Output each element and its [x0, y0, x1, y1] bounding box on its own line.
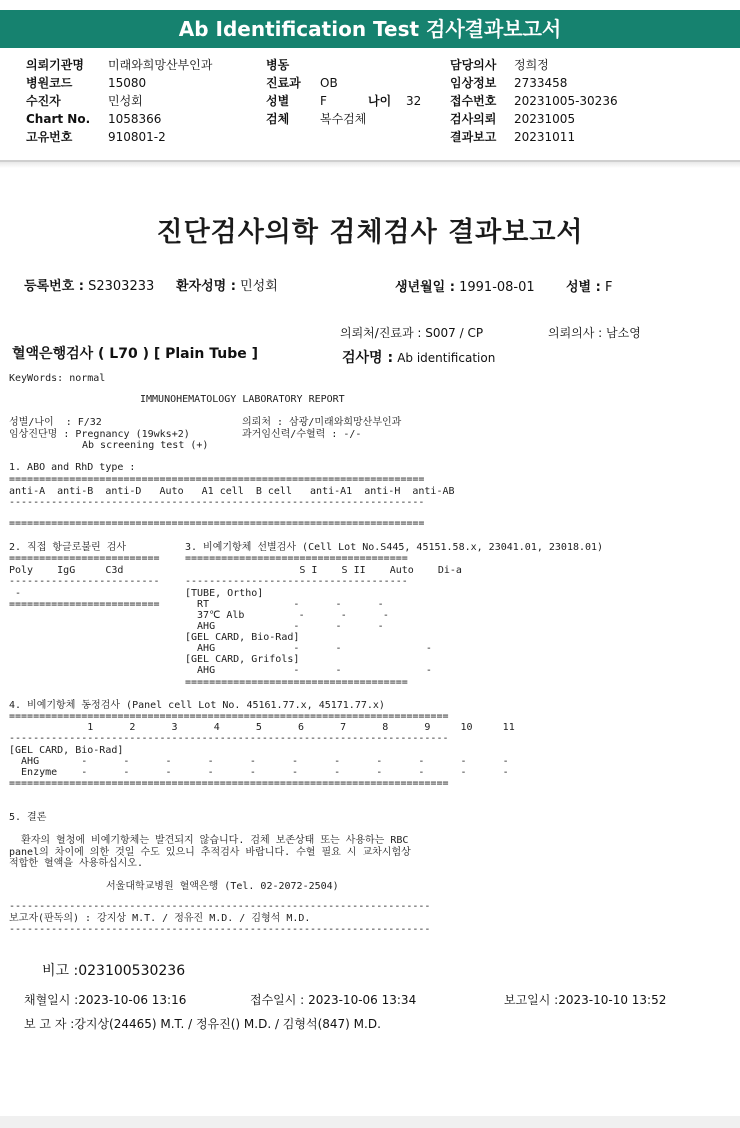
section-2-rule: =========================	[9, 553, 160, 564]
info-column-3	[450, 56, 618, 146]
transfusion-history: 과거임신력/수혈력 : -/-	[242, 429, 362, 440]
info-column-2	[266, 56, 421, 128]
info-column-1	[26, 56, 212, 146]
footer-reporter: 보 고 자 :강지상(24465) M.T. / 정유진() M.D. / 김형석(847) M.D.	[24, 1017, 381, 1031]
section-1-rule: =====================================================================	[9, 474, 425, 485]
section-2-end: =========================	[9, 599, 160, 610]
section-4-header: 1 2 3 4 5 6 7 8 9 10 11	[9, 722, 515, 733]
section-3-row: [GEL CARD, Bio-Rad]	[185, 632, 300, 643]
requesting-doctor: 의뢰의사 : 남소영	[548, 326, 641, 340]
receipt-time: 접수일시 : 2023-10-06 13:34	[250, 993, 417, 1007]
sex-age: 성별/나이 : F/32	[9, 417, 102, 428]
section-2-value: -	[9, 588, 22, 599]
conclusion-line: 적합한 혈액을 사용하십시오.	[9, 858, 143, 869]
section-3-row: AHG - - -	[185, 643, 432, 654]
requesting-department: 의뢰처/진료과 : S007 / CP	[340, 326, 484, 340]
section-2-divider: -------------------------	[9, 576, 160, 587]
info-row: 성별 F 나이 32	[266, 94, 422, 108]
lab-report-title: IMMUNOHEMATOLOGY LABORATORY REPORT	[140, 394, 345, 405]
conclusion-line: 환자의 혈청에 비예기항체는 발견되지 않습니다. 검체 보존상태 또는 사용하는 RBC	[9, 835, 409, 846]
section-3-end: =====================================	[185, 677, 408, 688]
blood-bank-contact: 서울대학교병원 혈액은행 (Tel. 02-2072-2504)	[106, 881, 339, 892]
section-3-row: 37℃ Alb - - -	[185, 610, 389, 621]
section-3-row: RT - - -	[185, 599, 384, 610]
section-4-end: =========================================================================	[9, 778, 449, 789]
section-3-row: [GEL CARD, Grifols]	[185, 654, 300, 665]
patient-sex: 성별 : F	[566, 280, 613, 295]
test-name: 검사명 : Ab identification	[342, 350, 496, 366]
info-row: 검체 복수검체	[266, 112, 367, 126]
patient-name: 환자성명 : 민성회	[176, 279, 278, 294]
section-5-title: 5. 결론	[9, 812, 47, 823]
screening-result: Ab screening test (+)	[82, 440, 209, 451]
note: 비고 :023100530236	[42, 963, 186, 979]
section-1-title: 1. ABO and RhD type :	[9, 462, 136, 473]
clinical-diagnosis: 임상진단명 : Pregnancy (19wks+2)	[9, 429, 190, 440]
info-row: 임상정보 2733458	[450, 76, 568, 90]
section-4-divider: -------------------------------------------------------------------------	[9, 733, 449, 744]
section-1-end: =====================================================================	[9, 518, 425, 529]
section-4-row: AHG - - - - - - - - - - -	[9, 756, 509, 767]
section-4-rule: =========================================================================	[9, 711, 449, 722]
info-row: 고유번호 910801-2	[26, 130, 166, 144]
info-row: 병동	[266, 58, 290, 72]
info-row: 의뢰기관명 미래와희망산부인과	[26, 58, 213, 72]
client-clinic: 의뢰처 : 삼광/미래와희망산부인과	[242, 417, 402, 428]
info-row: 접수번호 20231005-30236	[450, 94, 618, 108]
section-1-header: anti-A anti-B anti-D Auto A1 cell B cell anti-A1 anti-H anti-AB	[9, 486, 455, 497]
report-time: 보고일시 :2023-10-10 13:52	[504, 993, 667, 1007]
info-row: 수진자 민성회	[26, 94, 143, 108]
info-row: 진료과 OB	[266, 76, 338, 90]
section-3-rule: =====================================	[185, 553, 408, 564]
page-bottom-edge	[0, 1116, 740, 1128]
info-row: 병원코드 15080	[26, 76, 147, 90]
section-3-row: AHG - - -	[185, 621, 384, 632]
section-2-title: 2. 직접 항글로불린 검사	[9, 542, 127, 553]
document-title: 진단검사의학 검체검사 결과보고서	[156, 217, 584, 248]
reporter-rule-bottom: ----------------------------------------------------------------------	[9, 924, 431, 935]
report-header-title: Ab Identification Test 검사결과보고서	[0, 10, 740, 48]
test-group: 혈액은행검사 ( L70 ) [ Plain Tube ]	[12, 346, 259, 362]
section-3-divider: -------------------------------------	[185, 576, 408, 587]
section-1-divider: ---------------------------------------------------------------------	[9, 497, 425, 508]
info-row: 검사의뢰 20231005	[450, 112, 576, 126]
reporting-physicians: 보고자(판독의) : 강지상 M.T. / 정유진 M.D. / 김형석 M.D.	[9, 913, 311, 924]
section-2-header: Poly IgG C3d	[9, 565, 124, 576]
section-3-title: 3. 비예기항체 선별검사 (Cell Lot No.S445, 45151.58.x, 23041.01, 23018.01)	[185, 542, 604, 553]
document-frame-edge	[0, 162, 740, 168]
section-3-header: S I S II Auto Di-a	[185, 565, 462, 576]
conclusion-line: panel의 차이에 의한 것일 수도 있으니 추적검사 바랍니다. 수혈 필요 시 교차시험상	[9, 847, 411, 858]
section-4-row: [GEL CARD, Bio-Rad]	[9, 745, 124, 756]
section-4-title: 4. 비예기항체 동정검사 (Panel cell Lot No. 45161.77.x, 45171.77.x)	[9, 700, 385, 711]
keywords: KeyWords: normal	[9, 373, 106, 384]
section-3-row: AHG - - -	[185, 665, 432, 676]
section-3-row: [TUBE, Ortho]	[185, 588, 264, 599]
registration-number: 등록번호 : S2303233	[24, 279, 155, 294]
reporter-rule-top: ----------------------------------------------------------------------	[9, 901, 431, 912]
info-row: 결과보고 20231011	[450, 130, 576, 144]
collection-time: 채혈일시 :2023-10-06 13:16	[24, 993, 187, 1007]
section-4-row: Enzyme - - - - - - - - - - -	[9, 767, 509, 778]
date-of-birth: 생년월일 : 1991-08-01	[395, 280, 535, 295]
info-row: Chart No. 1058366	[26, 112, 162, 126]
info-row: 담당의사 정희정	[450, 58, 549, 72]
